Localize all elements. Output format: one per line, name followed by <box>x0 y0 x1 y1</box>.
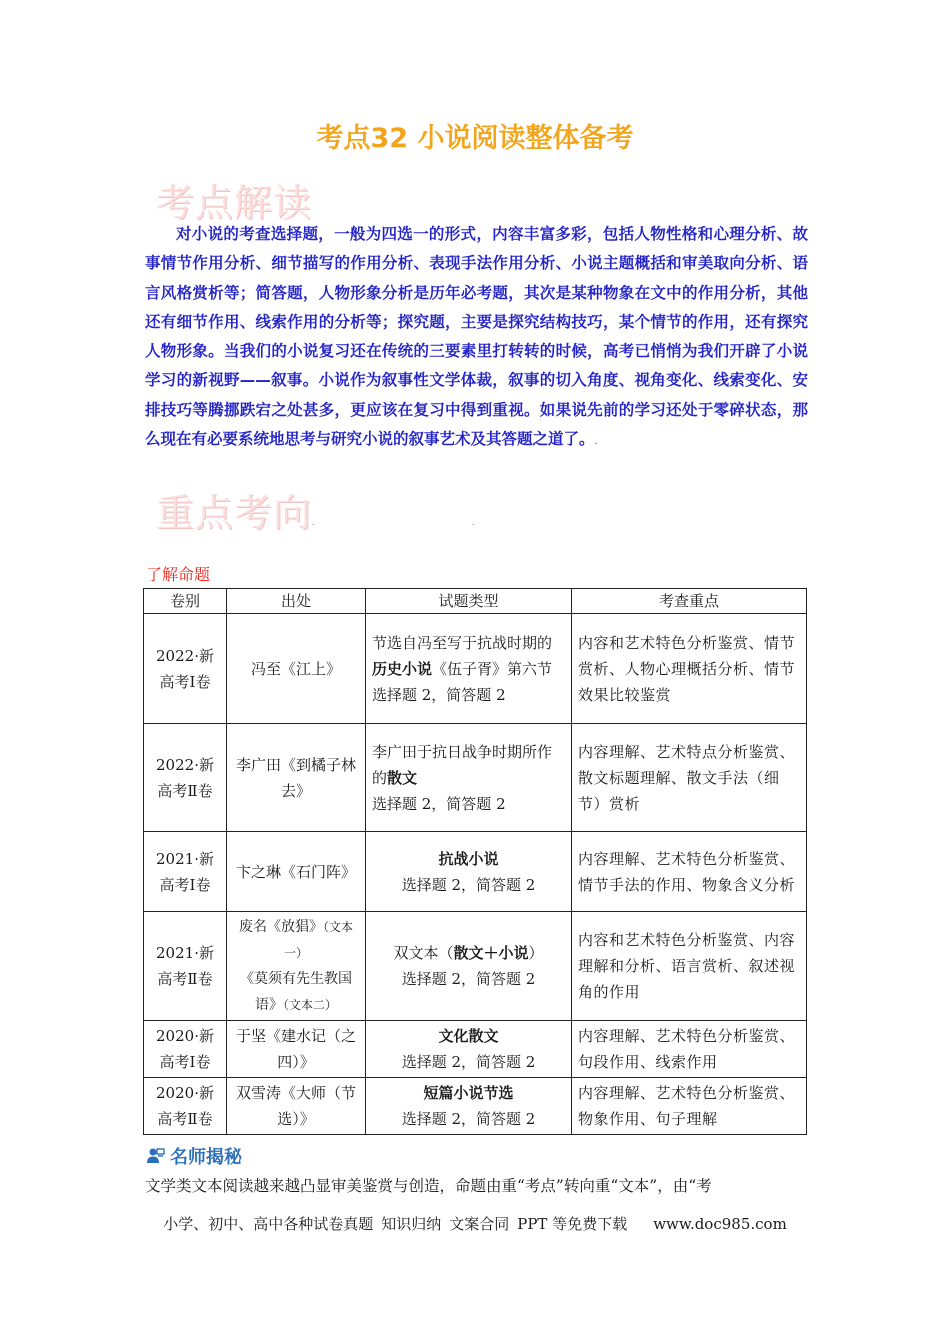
cell-type: 短篇小说节选 选择题 2，简答题 2 <box>366 1078 572 1135</box>
master-body-text: 文学类文本阅读越来越凸显审美鉴赏与创造，命题由重“考点”转向重“文本”，由“考 <box>145 1177 712 1195</box>
table-row <box>144 912 807 1021</box>
cell-focus: 内容理解、艺术特色分析鉴赏、句段作用、线索作用 <box>572 1021 807 1078</box>
table-header-row <box>144 589 807 614</box>
stray-dot: . <box>472 518 475 527</box>
stray-dot: . <box>312 518 315 527</box>
cell-paper: 2022·新 高考Ⅰ卷 <box>144 614 227 724</box>
header-focus: 考查重点 <box>572 589 807 614</box>
cell-focus: 内容理解、艺术特色分析鉴赏、情节手法的作用、物象含义分析 <box>572 832 807 912</box>
cell-type: 双文本（散文＋小说） 选择题 2，简答题 2 <box>366 912 572 1021</box>
exam-table <box>143 588 807 1135</box>
header-paper: 卷别 <box>144 589 227 614</box>
cell-source: 冯至《江上》 <box>227 614 366 724</box>
cell-focus: 内容和艺术特色分析鉴赏、情节赏析、人物心理概括分析、情节效果比较鉴赏 <box>572 614 807 724</box>
subheading-know-questions: 了解命题 <box>146 565 211 584</box>
cell-focus: 内容理解、艺术特点分析鉴赏、 散文标题理解、散文手法（细节）赏析 <box>572 724 807 832</box>
teacher-icon <box>145 1146 165 1166</box>
cell-type: 抗战小说 选择题 2，简答题 2 <box>366 832 572 912</box>
section-tag-interpret: 考点解读 <box>156 181 313 225</box>
cell-paper: 2021·新 高考Ⅰ卷 <box>144 832 227 912</box>
table-row <box>144 832 807 912</box>
footer-text: 文案合同 <box>449 1215 510 1233</box>
cell-paper: 2021·新 高考Ⅱ卷 <box>144 912 227 1021</box>
footer <box>0 1213 950 1234</box>
cell-paper: 2020·新 高考Ⅱ卷 <box>144 1078 227 1135</box>
table-row <box>144 724 807 832</box>
master-heading <box>145 1143 242 1169</box>
cell-source: 李广田《到橘子林去》 <box>227 724 366 832</box>
header-source: 出处 <box>227 589 366 614</box>
footer-text: PPT 等免费下载 <box>517 1215 628 1233</box>
footer-site-link[interactable]: www.doc985.com <box>653 1215 787 1233</box>
cell-source: 卞之琳《石门阵》 <box>227 832 366 912</box>
cell-focus: 内容理解、艺术特色分析鉴赏、物象作用、句子理解 <box>572 1078 807 1135</box>
header-type: 试题类型 <box>366 589 572 614</box>
page-title: 考点32 小说阅读整体备考 <box>316 123 634 154</box>
cell-paper: 2022·新 高考Ⅱ卷 <box>144 724 227 832</box>
table-row <box>144 1021 807 1078</box>
table-row <box>144 614 807 724</box>
cell-focus: 内容和艺术特色分析鉴赏、内容理解和分析、语言赏析、叙述视角的作用 <box>572 912 807 1021</box>
table-row <box>144 1078 807 1135</box>
section-tag-focus: 重点考向 <box>156 491 313 535</box>
footer-text: 小学、初中、高中各种试卷真题 <box>163 1215 374 1233</box>
intro-text: 对小说的考查选择题，一般为四选一的形式，内容丰富多彩，包括人物性格和心理分析、故事情节作用分析、细节描写的作用分析、表现手法作用分析、小说主题概括和审美取向分析、语言风格赏析等；简答题，人物形象分析是历年必考题，其次是某种物象在文中的作用分析，其他还有细节作用、线索作用的分析等；探究题，主要是探究结构技巧，某个情节的作用，还有探究人物形象。当我们的小说复习还在传统的三要素里打转转的时候，高考已悄悄为我们开辟了小说学习的新视野——叙事。小说作为叙事性文学体裁，叙事的切入角度、视角变化、线索变化、安排技巧等腾挪跌宕之处甚多，更应该在复习中得到重视。如果说先前的学习还处于零碎状态，那么现在有必要系统地思考与研究小说的叙事艺术及其答题之道了。 <box>145 225 808 449</box>
cell-paper: 2020·新 高考Ⅰ卷 <box>144 1021 227 1078</box>
intro-paragraph <box>145 220 808 456</box>
cell-source: 双雪涛《大师（节选）》 <box>227 1078 366 1135</box>
cell-type: 节选自冯至写于抗战时期的历史小说《伍子胥》第六节 选择题 2，简答题 2 <box>366 614 572 724</box>
cell-type: 李广田于抗日战争时期所作的散文 选择题 2，简答题 2 <box>366 724 572 832</box>
intro-tail-dot: . <box>594 436 598 448</box>
cell-source: 废名《放猖》（文本一） 《莫须有先生教国语》（文本二） <box>227 912 366 1021</box>
cell-type: 文化散文 选择题 2，简答题 2 <box>366 1021 572 1078</box>
footer-text: 知识归纳 <box>381 1215 442 1233</box>
master-heading-text: 名师揭秘 <box>170 1147 242 1168</box>
cell-source: 于坚《建水记（之四）》 <box>227 1021 366 1078</box>
